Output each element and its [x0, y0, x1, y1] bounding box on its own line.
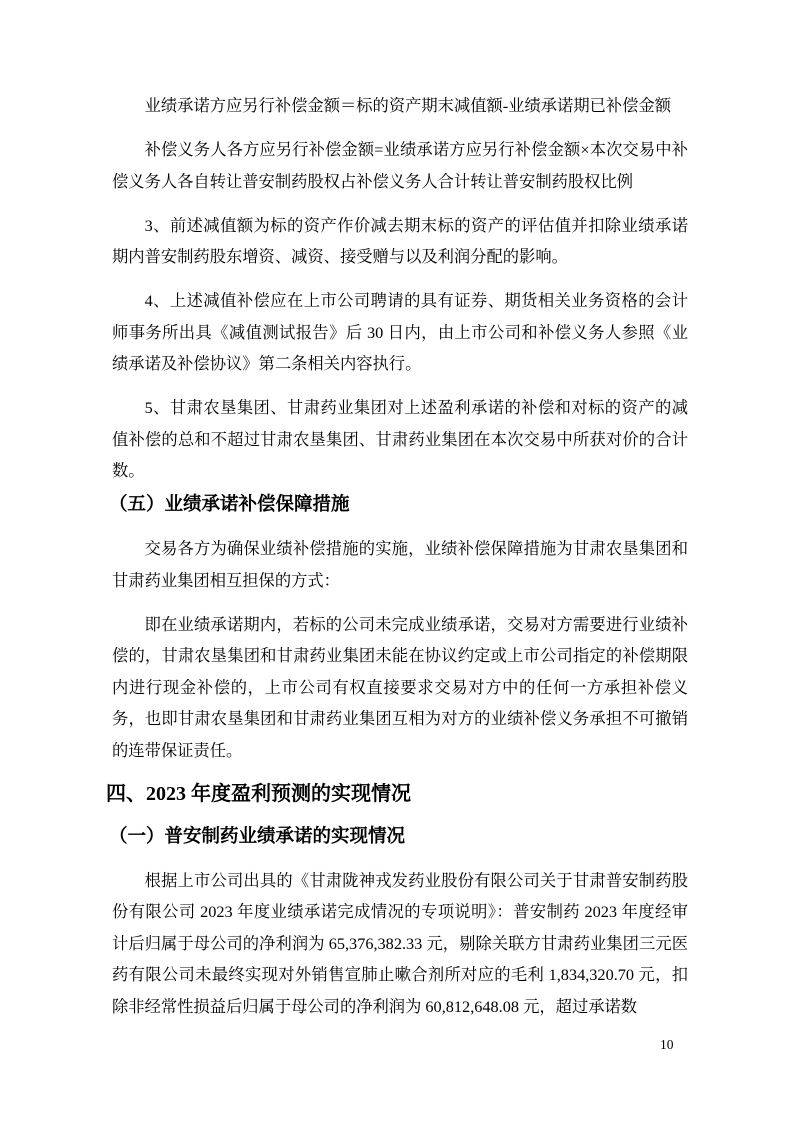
- page-number: 10: [660, 1037, 674, 1052]
- clause-3-impairment-definition: 3、前述减值额为标的资产作价减去期末标的资产的评估值并扣除业绩承诺期内普安制药股东增资、减资、接受赠与以及利润分配的影响。: [112, 215, 688, 266]
- clause-4-impairment-test-report: 4、上述减值补偿应在上市公司聘请的具有证券、期货相关业务资格的会计师事务所出具《减值测试报告》后 30 日内，由上市公司和补偿义务人参照《业绩承诺及补偿协议》第二条相关内容执行。: [112, 291, 688, 373]
- formula-additional-compensation: 业绩承诺方应另行补偿金额＝标的资产期末减值额-业绩承诺期已补偿金额: [144, 96, 672, 115]
- heading-section-1-puan-commitment: （一）普安制药业绩承诺的实现情况: [109, 826, 406, 847]
- formula-obligor-share: 补偿义务人各方应另行补偿金额=业绩承诺方应另行补偿金额×本次交易中补偿义务人各自转让普安制药股权占补偿义务人合计转让普安制药股权比例: [112, 140, 688, 191]
- heading-section-5-guarantee-measures: （五）业绩承诺补偿保障措施: [109, 495, 350, 515]
- para-puan-2023-results: 根据上市公司出具的《甘肃陇神戎发药业股份有限公司关于甘肃普安制药股份有限公司 2023 年度业绩承诺完成情况的专项说明》：普安制药 2023 年度经审计后归属于母公司的净利润为 65,376,382.33 元，剔除关联方甘肃药业集团三元医药有限公司未最终实现对外销售宣肺止嗽合剂所对应的毛利 1,834,320.70 元，扣除非经常性损益后归属于母公司的净利润为 60,812,648.08 元，超过承诺数: [112, 870, 688, 1016]
- para-mutual-guarantee-detail: 即在业绩承诺期内，若标的公司未完成业绩承诺，交易对方需要进行业绩补偿的，甘肃农垦集团和甘肃药业集团未能在协议约定或上市公司指定的补偿期限内进行现金补偿的，上市公司有权直接要求交易对方中的任何一方承担补偿义务，也即甘肃农垦集团和甘肃药业集团互相为对方的业绩补偿义务承担不可撤销的连带保证责任。: [112, 614, 688, 760]
- clause-5-compensation-cap: 5、甘肃农垦集团、甘肃药业集团对上述盈利承诺的补偿和对标的资产的减值补偿的总和不超过甘肃农垦集团、甘肃药业集团在本次交易中所获对价的合计数。: [112, 398, 688, 480]
- heading-chapter-4-2023-profit-forecast: 四、2023 年度盈利预测的实现情况: [106, 782, 411, 805]
- para-guarantee-intro: 交易各方为确保业绩补偿措施的实施，业绩补偿保障措施为甘肃农垦集团和甘肃药业集团相互担保的方式：: [112, 539, 688, 590]
